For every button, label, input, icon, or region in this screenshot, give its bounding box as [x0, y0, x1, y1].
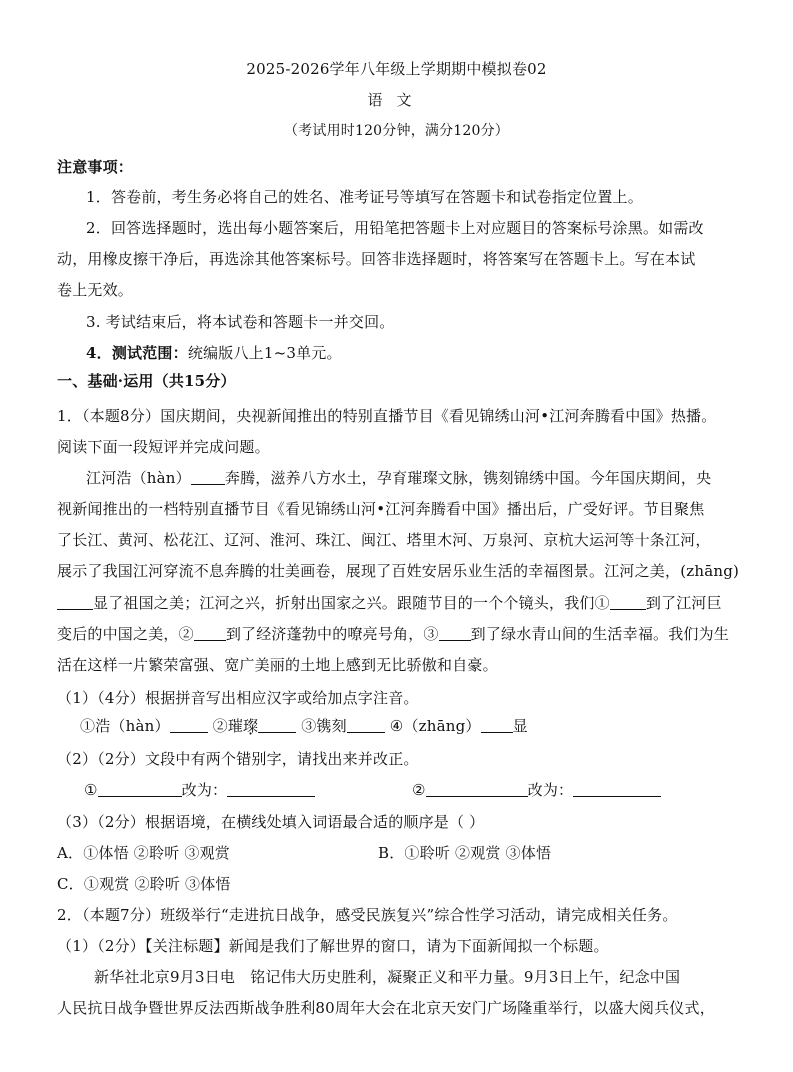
q2-news-line-2: 人民抗日战争暨世界反法西斯战争胜利80周年大会在北京天安门广场隆重举行，以盛大阅兵仪式，: [57, 999, 715, 1017]
option-a[interactable]: A．①体悟 ②聆听 ③观赏: [57, 844, 230, 862]
q1-sub-2-answer-b: [412, 780, 712, 800]
notice-item-4-text: 统编版八上1~3单元。: [187, 344, 342, 362]
q1-sub-1-answers: [80, 716, 740, 736]
notice-item-2-line-2: 动，用橡皮擦干净后，再选涂其他答案标号。回答非选择题时，将答案写在答题卡上。写在本试: [57, 250, 696, 268]
answer-blank[interactable]: [481, 717, 513, 733]
passage-text: 变后的中国之美，②: [57, 625, 194, 643]
blank-line: [439, 625, 471, 641]
q2-news-line-1: 新华社北京9月3日电 铭记伟大历史胜利，凝聚正义和平力量。9月3日上午，纪念中国: [94, 968, 681, 986]
q1-sub-3: （3）（2分）根据语境，在横线处填入词语最合适的顺序是（ ）: [57, 813, 485, 831]
blank-line: [194, 625, 226, 641]
q1-passage-line-6: [57, 624, 741, 644]
answer-blank[interactable]: [258, 717, 296, 733]
answer-label: ④（zhāng）: [389, 717, 481, 735]
q1-passage-line-7: 活在这样一片繁荣富强、宽广美丽的土地上感到无比骄傲和自豪。: [57, 656, 498, 674]
blank-line: [610, 594, 646, 610]
notice-item-2-line-1: 2．回答选择题时，选出每小题答案后，用铅笔把答题卡上对应题目的答案标号涂黑。如需改: [86, 219, 704, 237]
q1-passage-line-5: [57, 593, 741, 613]
answer-blank[interactable]: [170, 717, 208, 733]
q1-passage-line-2: 视新闻推出的一档特别直播节目《看见锦绣山河•江河奔腾看中国》播出后，广受好评。节目聚焦: [57, 500, 705, 518]
blank-line: [57, 594, 93, 610]
q1-sub-1: （1）（4分）根据拼音写出相应汉字或给加点字注音。: [57, 689, 419, 707]
option-c[interactable]: C．①观赏 ②聆听 ③体悟: [57, 875, 231, 893]
exam-title: 2025-2026学年八年级上学期期中模拟卷02: [246, 60, 547, 78]
blank-line: [191, 469, 225, 485]
q1-sub-2: （2）（2分）文段中有两个错别字，请找出来并改正。: [57, 750, 419, 768]
answer-label: ①: [84, 781, 98, 799]
option-b[interactable]: B．①聆听 ②观赏 ③体悟: [378, 844, 552, 862]
answer-label: 显: [512, 717, 528, 735]
answer-blank[interactable]: [573, 781, 661, 797]
answer-label: ②: [412, 781, 426, 799]
passage-text: 到了江河巨: [645, 594, 722, 612]
notice-heading: 注意事项：: [57, 158, 134, 176]
q1-stem-line-2: 阅读下面一段短评并完成问题。: [57, 438, 270, 456]
passage-text: 到了经济蓬勃中的嘹亮号角，③: [225, 625, 439, 643]
answer-label: ②璀: [212, 717, 244, 735]
passage-text: 奔腾，滋养八方水土，孕育璀璨文脉，镌刻锦绣中国。今年国庆期间，央: [224, 469, 712, 487]
answer-blank[interactable]: [347, 717, 385, 733]
answer-label: ③镌刻: [301, 717, 347, 735]
notice-item-4-label: 4．测试范围：: [86, 344, 188, 362]
q2-sub-1: （1）（2分）【关注标题】新闻是我们了解世界的窗口，请为下面新闻拟一个标题。: [57, 937, 609, 955]
q2-stem: 2．（本题7分）班级举行“走进抗日战争，感受民族复兴”综合性学习活动，请完成相关任务。: [57, 906, 678, 924]
answer-blank[interactable]: [98, 781, 182, 797]
passage-text: 到了绿水青山间的生活幸福。我们为生: [470, 625, 730, 643]
section-1-heading: 一、基础·运用（共15分）: [57, 372, 236, 390]
dotted-character: 璨: [243, 717, 259, 735]
answer-label: 改为：: [181, 781, 228, 799]
notice-item-2-line-3: 卷上无效。: [57, 281, 134, 299]
q1-passage-line-1: [86, 468, 746, 488]
subject-title: 语文: [367, 91, 426, 109]
q1-passage-line-3: 了长江、黄河、松花江、辽河、淮河、珠江、闽江、塔里木河、万泉河、京杭大运河等十条江河，: [57, 531, 711, 549]
passage-text: 江河浩（hàn）: [86, 469, 191, 487]
notice-item-1: 1．答卷前，考生务必将自己的姓名、准考证号等填写在答题卡和试卷指定位置上。: [86, 188, 643, 206]
answer-label: 改为：: [527, 781, 574, 799]
answer-blank[interactable]: [227, 781, 315, 797]
q1-stem-line-1: 1．（本题8分）国庆期间，央视新闻推出的特别直播节目《看见锦绣山河•江河奔腾看中国》热播。: [57, 407, 717, 425]
passage-text: 显了祖国之美；江河之兴，折射出国家之兴。跟随节目的一个个镜头，我们①: [93, 594, 610, 612]
notice-item-3: 3. 考试结束后，将本试卷和答题卡一并交回。: [86, 313, 395, 331]
answer-blank[interactable]: [426, 781, 528, 797]
answer-label: ①浩（hàn）: [80, 717, 170, 735]
exam-time-note: （考试用时120分钟，满分120分）: [283, 123, 510, 139]
notice-item-4: [86, 343, 746, 363]
q1-passage-line-4: 展示了我国江河穿流不息奔腾的壮美画卷，展现了百姓安居乐业生活的幸福图景。江河之美，(zhāng): [57, 562, 740, 580]
